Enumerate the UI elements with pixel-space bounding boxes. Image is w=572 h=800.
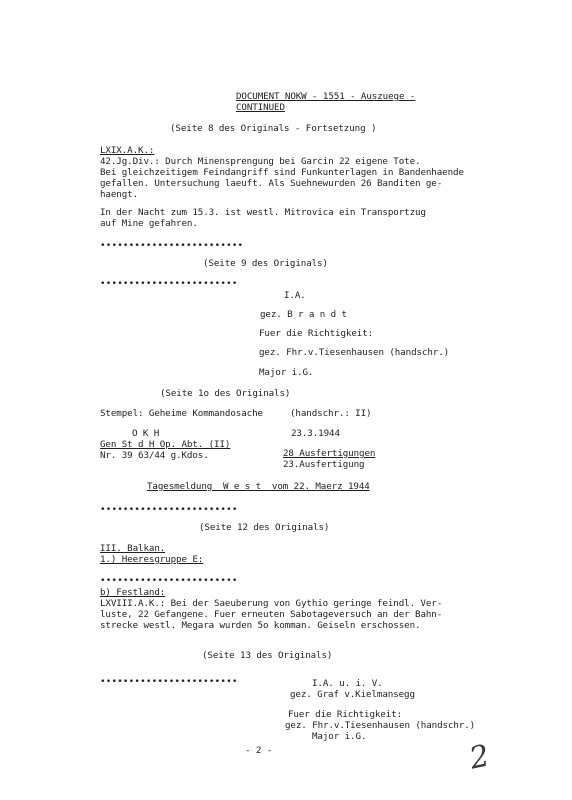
gen-std-line: Gen St d H Op. Abt. (II) [100,439,231,450]
daily-report-title: Tagesmeldung W e s t vom 22. Maerz 1944 [147,481,370,492]
text-line: In der Nacht zum 15.3. ist westl. Mitrovica ein Transportzug [100,207,426,218]
signature-brandt: gez. B r a n d t [260,309,347,320]
document-id-line: DOCUMENT NOKW - 1551 - Auszuege - [236,91,416,102]
dot-separator: •••••••••••••••••••••••• [100,575,238,586]
corps-heading-lxix: LXIX.A.K.: [100,145,155,156]
signature-tiesenhausen: gez. Fhr.v.Tiesenhausen (handschr.) [259,347,450,358]
text-line: LXVIII.A.K.: Bei der Saeuberung von Gythio geringe feindl. Ver- [100,598,443,609]
page-8-heading: (Seite 8 des Originals - Fortsetzung ) [170,123,377,134]
rank-major: Major i.G. [312,731,367,742]
army-group-e: 1.) Heeresgruppe E: [100,554,204,565]
text-line: Bei gleichzeitigem Feindangriff sind Funkunterlagen in Bandenhaende [100,167,464,178]
mainland-heading: b) Festland: [100,587,166,598]
dot-separator: •••••••••••••••••••••••• [100,278,238,289]
reference-number: Nr. 39 63/44 g.Kdos. [100,450,209,461]
certification-label: Fuer die Richtigkeit: [288,709,403,720]
handwritten-page-mark: 2 [466,738,493,777]
copy-number: 23.Ausfertigung [283,459,365,470]
dot-separator: •••••••••••••••••••••••• [100,504,238,515]
text-line: luste, 22 Gefangene. Fuer erneuten Sabotageversuch an der Bahn- [100,609,443,620]
page-10-heading: (Seite 1o des Originals) [160,388,291,399]
certification-label: Fuer die Richtigkeit: [259,328,374,339]
signature-tiesenhausen: gez. Fhr.v.Tiesenhausen (handschr.) [285,720,476,731]
stamp-label: Stempel: Geheime Kommandosache [100,408,263,419]
signature-ia-iv: I.A. u. i. V. [312,678,383,689]
text-line: gefallen. Untersuchung laeuft. Als Suehnewurden 26 Banditen ge- [100,178,443,189]
signature-ia: I.A. [284,290,306,301]
page-number: - 2 - [245,745,273,756]
text-line: 42.Jg.Div.: Durch Minensprengung bei Garcin 22 eigene Tote. [100,156,421,167]
signature-kielmansegg: gez. Graf v.Kielmansegg [290,689,415,700]
page-9-heading: (Seite 9 des Originals) [203,258,328,269]
stamp-date: 23.3.1944 [291,428,340,439]
text-line: haengt. [100,189,139,200]
page-13-heading: (Seite 13 des Originals) [202,650,333,661]
text-line: auf Mine gefahren. [100,218,198,229]
okh-label: O K H [132,428,160,439]
page-12-heading: (Seite 12 des Originals) [199,522,330,533]
rank-major: Major i.G. [259,367,314,378]
dot-separator: •••••••••••••••••••••••• [100,676,238,687]
continued-label: CONTINUED [236,102,285,113]
copies-count: 28 Ausfertigungen [283,448,376,459]
handwritten-note: (handschr.: II) [290,408,372,419]
section-balkan: III. Balkan. [100,543,166,554]
dot-separator: ••••••••••••••••••••••••• [100,240,244,251]
text-line: strecke westl. Megara wurden 5o komman. Geiseln erschossen. [100,620,421,631]
